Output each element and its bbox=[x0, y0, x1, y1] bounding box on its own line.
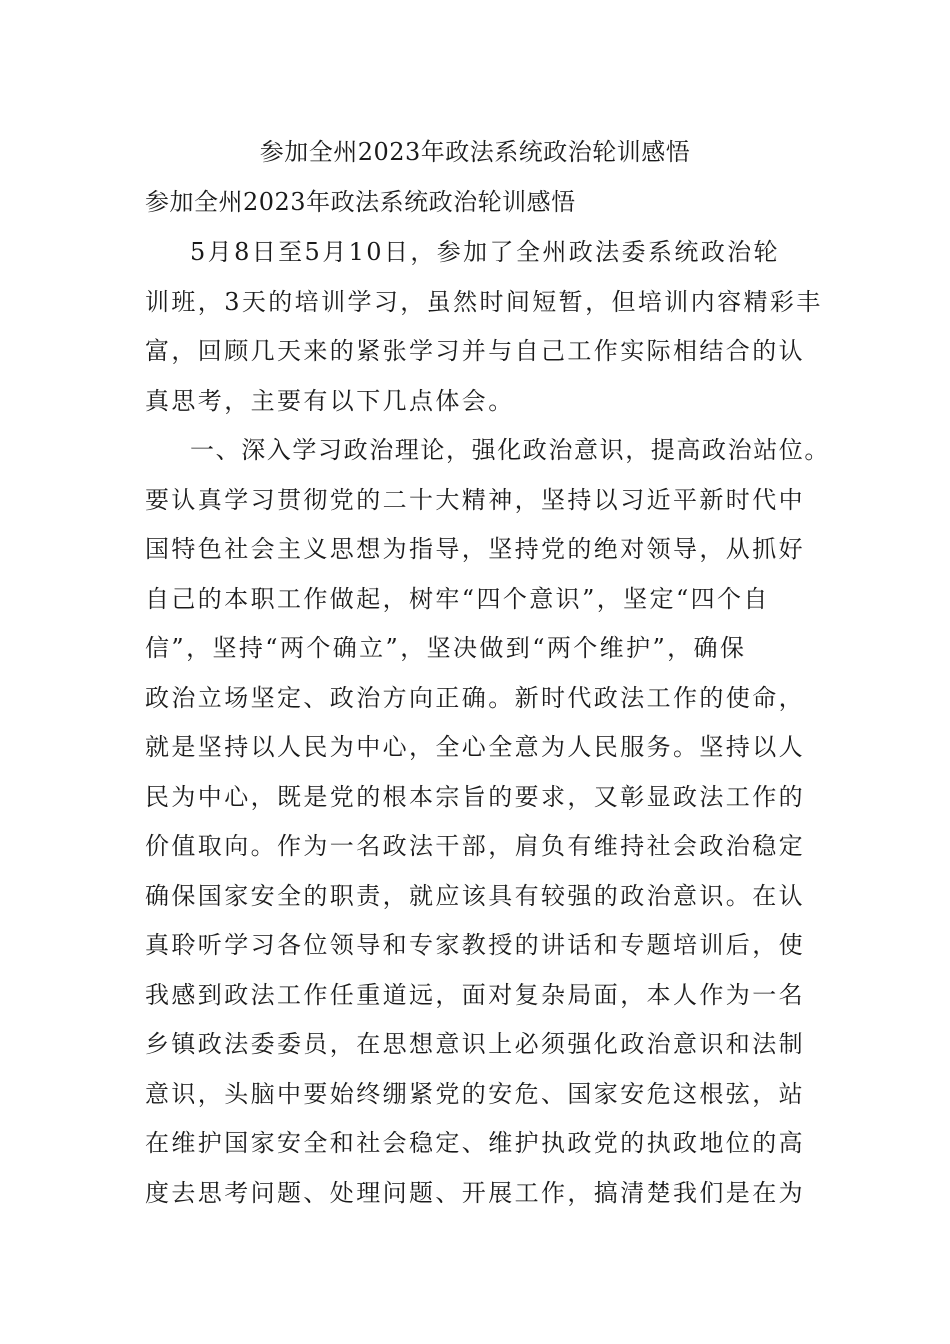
body-line: 自己的本职工作做起，树牢“四个意识”，坚定“四个自 bbox=[145, 585, 770, 613]
body-line: 度去思考问题、处理问题、开展工作，搞清楚我们是在为 bbox=[145, 1179, 805, 1207]
body-line: 价值取向。作为一名政法干部，肩负有维持社会政治稳定 bbox=[145, 832, 805, 860]
body-line: 乡镇政法委委员，在思想意识上必须强化政治意识和法制 bbox=[145, 1030, 805, 1058]
body-line: 真思考，主要有以下几点体会。 bbox=[145, 387, 515, 415]
body-line: 要认真学习贯彻党的二十大精神，坚持以习近平新时代中 bbox=[145, 486, 805, 514]
body-line: 意识，头脑中要始终绷紧党的安危、国家安危这根弦，站 bbox=[145, 1080, 805, 1108]
body-line: 政治立场坚定、政治方向正确。新时代政法工作的使命， bbox=[145, 684, 805, 712]
body-line: 富，回顾几天来的紧张学习并与自己工作实际相结合的认 bbox=[145, 337, 805, 365]
body-line: 一、深入学习政治理论，强化政治意识，提高政治站位。 bbox=[190, 436, 830, 464]
body-line: 训班，3天的培训学习，虽然时间短暂，但培训内容精彩丰 bbox=[145, 288, 823, 316]
body-line: 5月8日至5月10日，参加了全州政法委系统政治轮 bbox=[190, 238, 780, 266]
body-line: 确保国家安全的职责，就应该具有较强的政治意识。在认 bbox=[145, 882, 805, 910]
body-line: 在维护国家安全和社会稳定、维护执政党的执政地位的高 bbox=[145, 1129, 805, 1157]
body-line: 就是坚持以人民为中心，全心全意为人民服务。坚持以人 bbox=[145, 733, 805, 761]
document-title: 参加全州2023年政法系统政治轮训感悟 bbox=[259, 138, 691, 166]
body-line: 我感到政法工作任重道远，面对复杂局面，本人作为一名 bbox=[145, 981, 805, 1009]
body-line: 信”，坚持“两个确立”，坚决做到“两个维护”，确保 bbox=[145, 634, 747, 662]
document-subtitle: 参加全州2023年政法系统政治轮训感悟 bbox=[145, 188, 576, 216]
body-line: 国特色社会主义思想为指导，坚持党的绝对领导，从抓好 bbox=[145, 535, 805, 563]
body-line: 民为中心，既是党的根本宗旨的要求，又彰显政法工作的 bbox=[145, 783, 805, 811]
body-line: 真聆听学习各位领导和专家教授的讲话和专题培训后，使 bbox=[145, 931, 805, 959]
